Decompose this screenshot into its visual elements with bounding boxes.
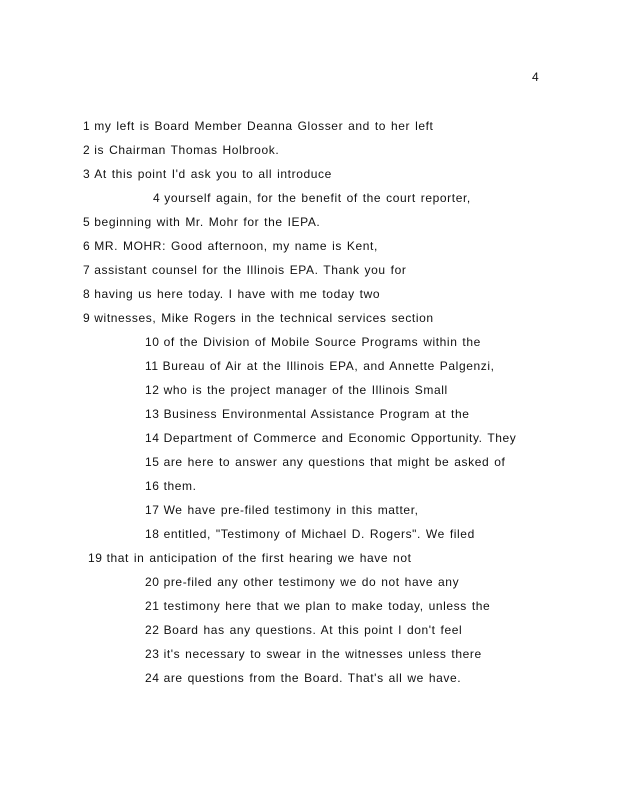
transcript-line [83, 263, 406, 277]
transcript-line [145, 383, 448, 397]
line-text: Board has any questions. At this point I don't feel [163, 623, 463, 637]
line-number: 1 [83, 119, 91, 133]
transcript-line [145, 407, 470, 421]
line-number: 5 [83, 215, 91, 229]
line-number: 24 [145, 671, 160, 685]
transcript-line [145, 479, 197, 493]
line-number: 21 [145, 599, 160, 613]
transcript-line [145, 335, 481, 349]
line-number: 4 [153, 191, 161, 205]
line-text: them. [163, 479, 197, 493]
line-text: Department of Commerce and Economic Opportunity. They [163, 431, 517, 445]
line-text: are questions from the Board. That's all we have. [163, 671, 462, 685]
line-text: of the Division of Mobile Source Programs within the [163, 335, 481, 349]
line-number: 15 [145, 455, 160, 469]
line-text: that in anticipation of the first hearing we have not [106, 551, 412, 565]
line-text: assistant counsel for the Illinois EPA. Thank you for [94, 263, 407, 277]
line-number: 12 [145, 383, 160, 397]
line-number: 9 [83, 311, 91, 325]
line-number: 7 [83, 263, 91, 277]
transcript-line [153, 191, 471, 205]
line-text: yourself again, for the benefit of the court reporter, [164, 191, 471, 205]
line-number: 14 [145, 431, 160, 445]
line-text: testimony here that we plan to make today, unless the [163, 599, 491, 613]
line-text: having us here today. I have with me today two [94, 287, 381, 301]
transcript-line [145, 599, 490, 613]
line-number: 23 [145, 647, 160, 661]
line-text: it's necessary to swear in the witnesses unless there [163, 647, 482, 661]
transcript-line [145, 671, 461, 685]
line-number: 20 [145, 575, 160, 589]
line-number: 13 [145, 407, 160, 421]
page-number: 4 [532, 70, 540, 84]
line-number: 10 [145, 335, 160, 349]
transcript-line [83, 167, 332, 181]
line-text: my left is Board Member Deanna Glosser and to her left [94, 119, 434, 133]
line-number: 22 [145, 623, 160, 637]
transcript-line [83, 143, 279, 157]
transcript-line [145, 575, 459, 589]
transcript-line [83, 311, 434, 325]
transcript-line [83, 287, 380, 301]
line-text: is Chairman Thomas Holbrook. [94, 143, 280, 157]
transcript-line [145, 503, 419, 517]
transcript-line [145, 359, 495, 373]
transcript-line [83, 215, 320, 229]
line-text: witnesses, Mike Rogers in the technical services section [94, 311, 434, 325]
line-text: entitled, "Testimony of Michael D. Rogers". We filed [163, 527, 475, 541]
transcript-line [145, 431, 516, 445]
line-text: pre-filed any other testimony we do not have any [163, 575, 460, 589]
line-text: We have pre-filed testimony in this matter, [163, 503, 419, 517]
transcript-line [83, 119, 433, 133]
line-number: 6 [83, 239, 91, 253]
line-text: MR. MOHR: Good afternoon, my name is Kent, [94, 239, 378, 253]
transcript-line [145, 623, 462, 637]
line-number: 16 [145, 479, 160, 493]
line-text: beginning with Mr. Mohr for the IEPA. [94, 215, 321, 229]
transcript-line [145, 527, 475, 541]
transcript-line [83, 239, 378, 253]
line-text: At this point I'd ask you to all introduce [94, 167, 332, 181]
transcript-line [145, 455, 505, 469]
line-number: 8 [83, 287, 91, 301]
transcript-line [88, 551, 412, 565]
line-number: 3 [83, 167, 91, 181]
line-number: 2 [83, 143, 91, 157]
line-text: Bureau of Air at the Illinois EPA, and Annette Palgenzi, [162, 359, 495, 373]
line-number: 17 [145, 503, 160, 517]
line-number: 19 [88, 551, 103, 565]
line-text: Business Environmental Assistance Program at the [163, 407, 470, 421]
transcript-line [145, 647, 482, 661]
line-number: 18 [145, 527, 160, 541]
line-text: are here to answer any questions that might be asked of [163, 455, 506, 469]
line-number: 11 [145, 359, 159, 373]
line-text: who is the project manager of the Illinois Small [163, 383, 448, 397]
